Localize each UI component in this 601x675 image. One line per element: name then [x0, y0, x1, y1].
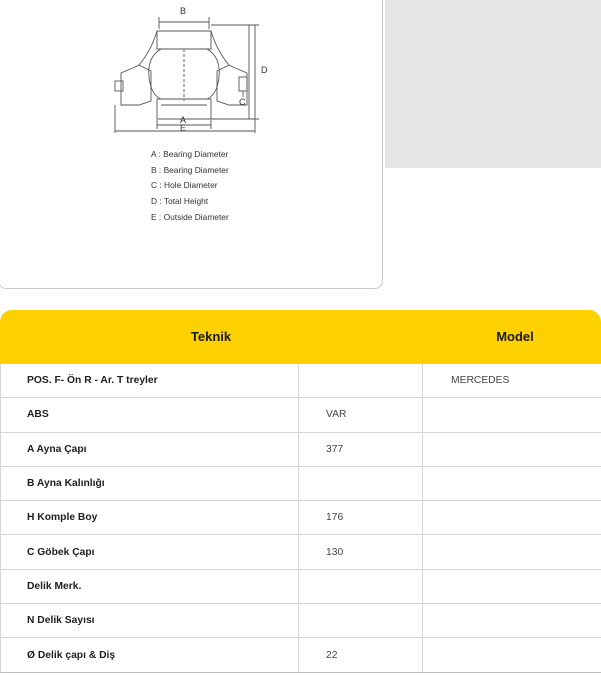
row-model: MERCEDES [451, 375, 510, 387]
tab-teknik[interactable]: Teknik [190, 329, 232, 344]
image-placeholder-panel [385, 0, 601, 168]
row-model [423, 467, 601, 500]
dim-label-e: E [180, 123, 187, 133]
table-row [1, 467, 601, 501]
row-model [423, 501, 601, 534]
table-row [1, 638, 601, 672]
row-value [299, 570, 423, 603]
row-model [423, 433, 601, 466]
row-value: 176 [299, 501, 423, 534]
row-label: A Ayna Çapı [1, 433, 299, 466]
dim-label-d: D [261, 65, 268, 75]
row-label: C Göbek Çapı [1, 535, 299, 568]
legend-item-e: E : Outside Diameter [151, 211, 229, 222]
table-header [0, 310, 601, 364]
product-diagram-card [0, 0, 383, 289]
table-row [1, 364, 601, 398]
technical-spec-table [0, 310, 601, 675]
row-value [299, 604, 423, 637]
row-model [423, 535, 601, 568]
row-value [299, 467, 423, 500]
dim-label-c: C [239, 97, 246, 107]
row-model [423, 398, 601, 431]
row-label: ABS [1, 398, 299, 431]
row-value: 377 [299, 433, 423, 466]
row-value: VAR [299, 398, 423, 431]
legend-item-c: C : Hole Diameter [151, 180, 218, 191]
row-value [299, 364, 423, 397]
dimension-legend [151, 147, 229, 225]
row-model [423, 570, 601, 603]
row-label: N Delik Sayısı [1, 604, 299, 637]
row-value: 22 [299, 638, 423, 671]
table-row [1, 570, 601, 604]
row-label: Delik Merk. [1, 570, 299, 603]
table-row [1, 535, 601, 569]
row-label: Ø Delik çapı & Diş [1, 638, 299, 671]
table-row [1, 433, 601, 467]
row-model [423, 638, 601, 671]
legend-item-a: A : Bearing Diameter [151, 149, 229, 159]
dim-label-a: A [180, 115, 187, 125]
dim-label-b: B [180, 6, 187, 16]
row-label: B Ayna Kalınlığı [1, 467, 299, 500]
row-label: H Komple Boy [1, 501, 299, 534]
legend-item-b: B : Bearing Diameter [151, 164, 229, 175]
legend-item-d: D : Total Height [151, 196, 209, 207]
table-row [1, 501, 601, 535]
tab-model[interactable]: Model [496, 329, 534, 344]
table-row [1, 604, 601, 638]
row-value: 130 [299, 535, 423, 568]
table-body [0, 364, 601, 673]
row-label: POS. F- Ön R - Ar. T treyler [1, 364, 299, 397]
table-row [1, 398, 601, 432]
hub-technical-drawing [99, 1, 279, 133]
row-model [423, 604, 601, 637]
